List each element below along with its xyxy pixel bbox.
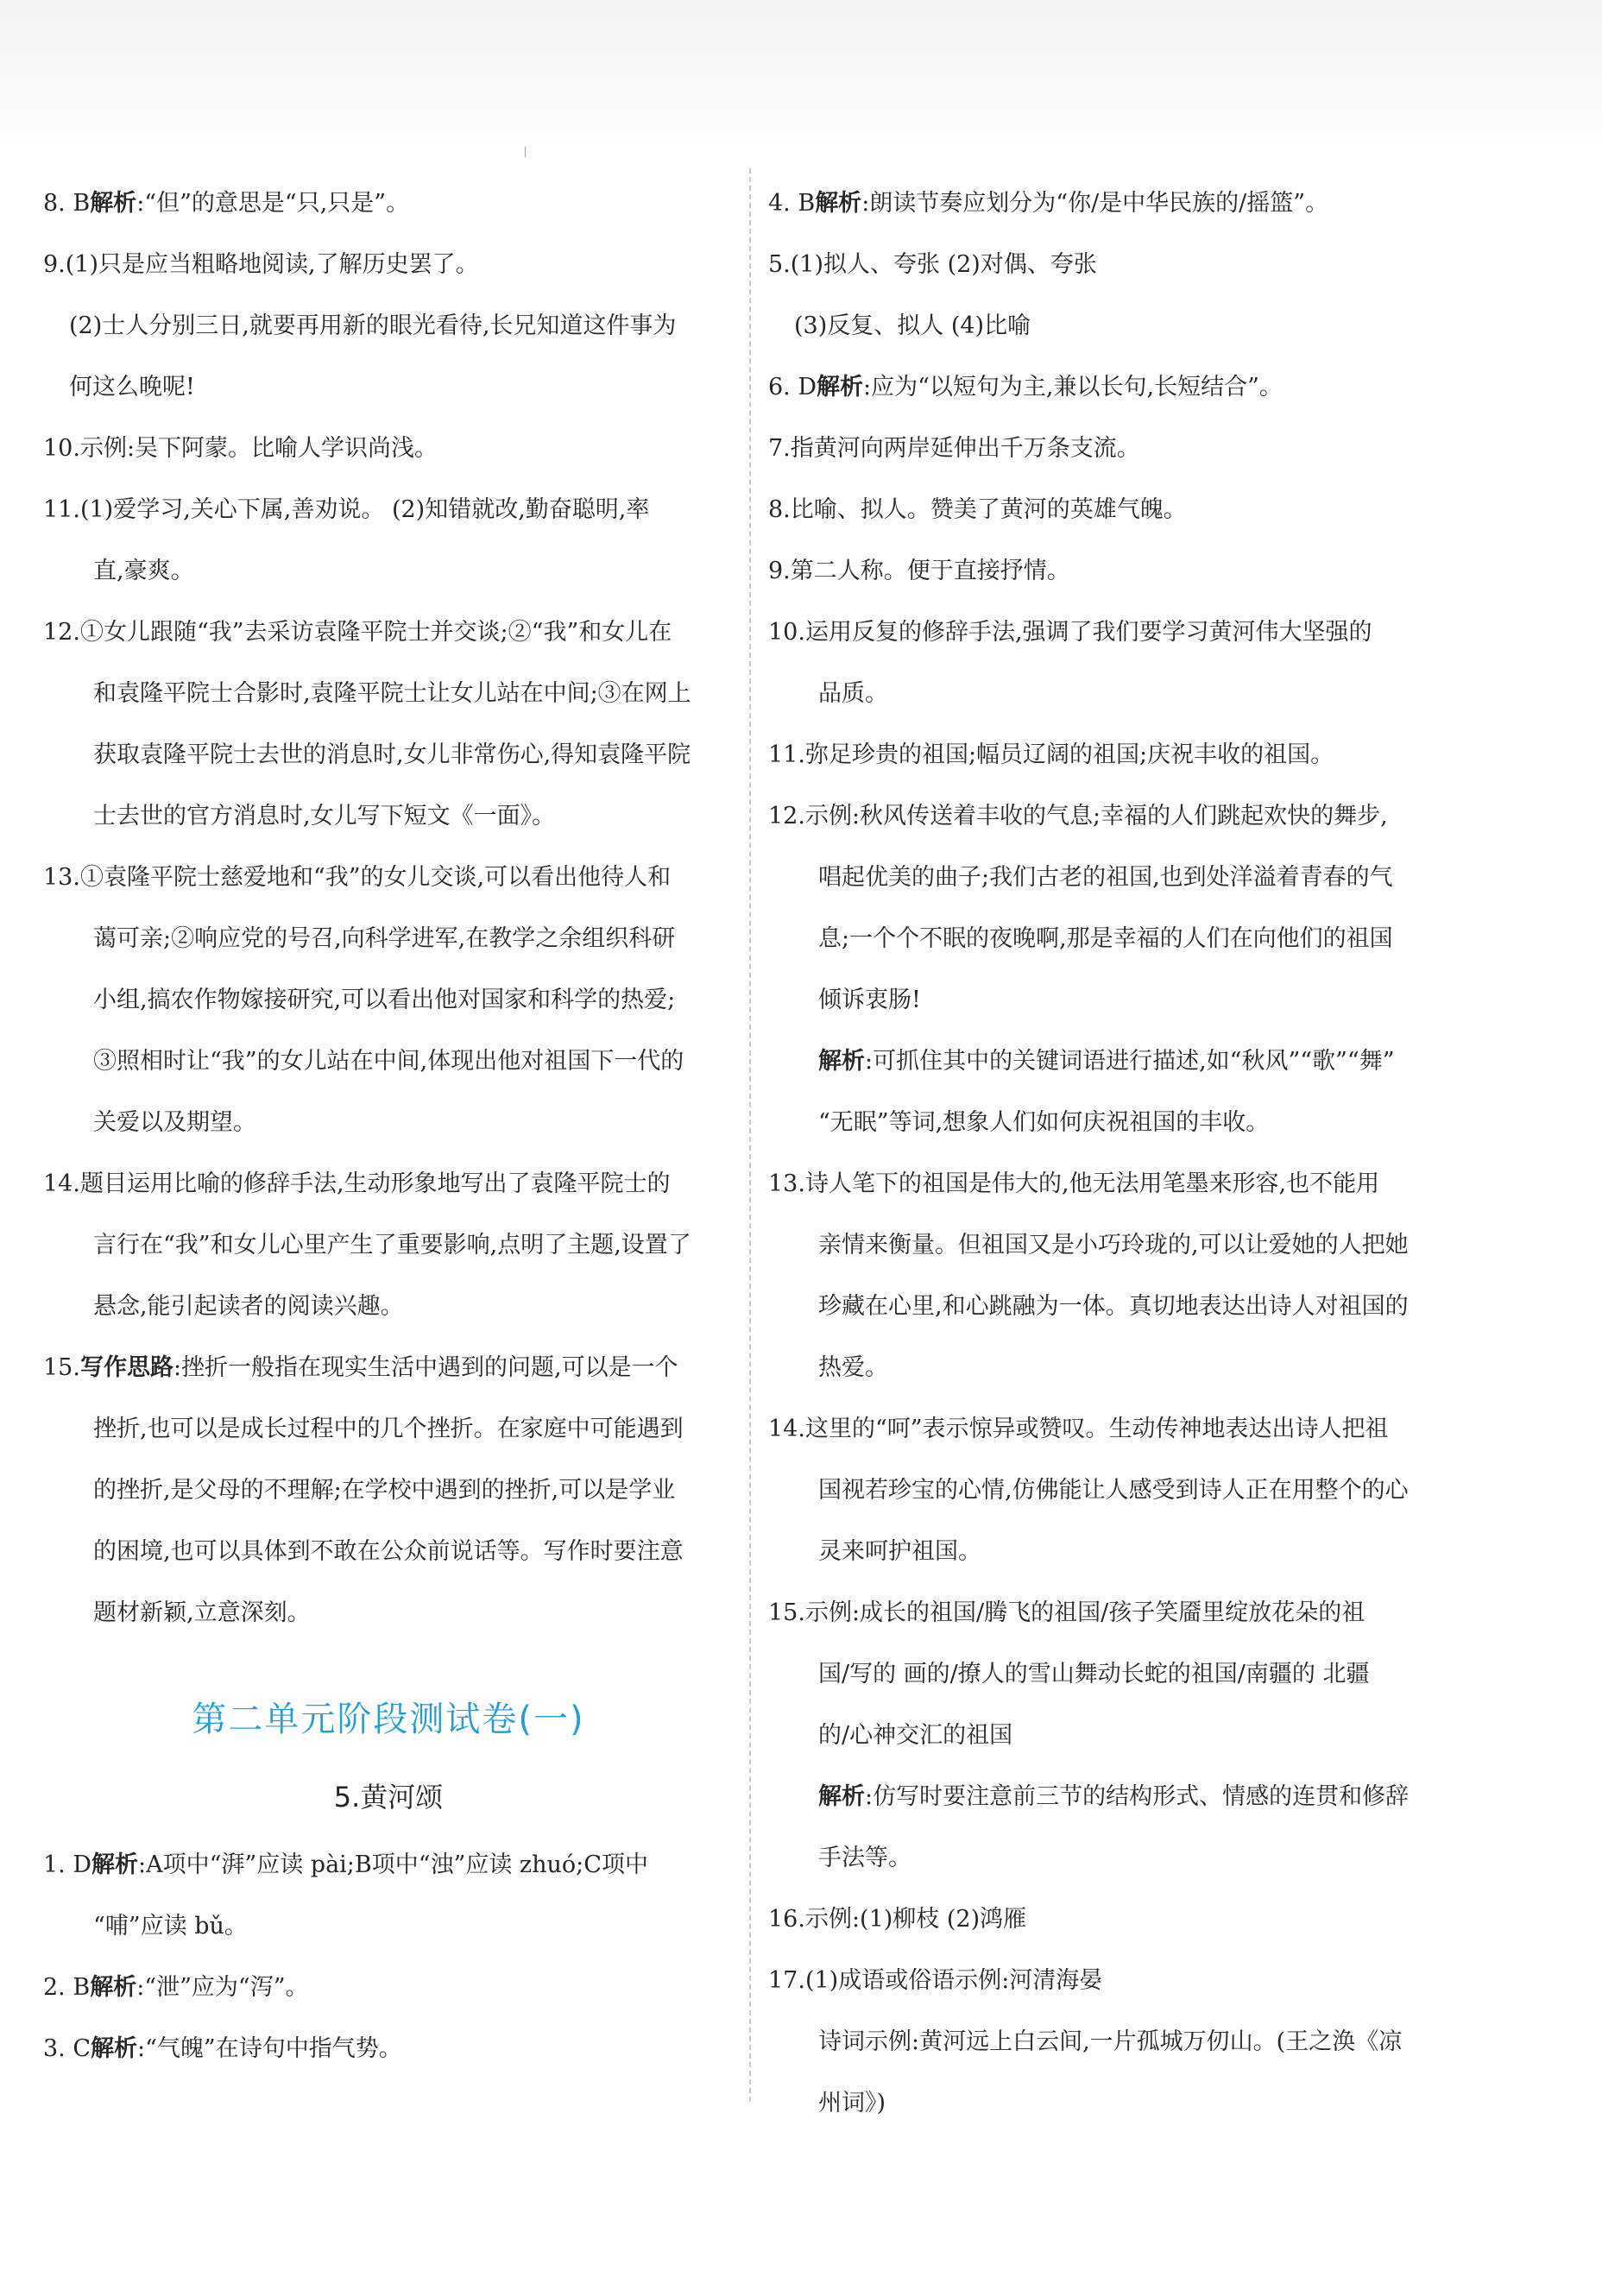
answer-text: “无眠”等词,想象人们如何庆祝祖国的丰收。 xyxy=(818,1109,1270,1136)
keyword-label: 解析 xyxy=(91,1851,138,1878)
answer-line xyxy=(768,785,1459,847)
question-number: 13. xyxy=(768,1170,805,1197)
answer-line xyxy=(43,1153,734,1214)
question-number: 13. xyxy=(43,864,80,891)
answer-text: “哺”应读 bǔ。 xyxy=(93,1913,248,1940)
question-number: 12. xyxy=(768,803,805,829)
answer-text: (3)反复、拟人 (4)比喻 xyxy=(794,312,1031,339)
question-number: 4. B xyxy=(768,190,816,217)
answer-line xyxy=(768,1950,1459,2011)
question-number: 11. xyxy=(43,496,80,523)
keyword-label: 解析 xyxy=(91,2035,138,2062)
answer-line xyxy=(43,1337,734,1398)
answer-text: (2)士人分别三日,就要再用新的眼光看待,长兄知道这件事为 xyxy=(69,312,677,339)
answer-text: 小组,搞农作物嫁接研究,可以看出他对国家和科学的热爱; xyxy=(93,987,676,1013)
answer-line xyxy=(43,1031,734,1092)
lesson-title: 5.黄河颂 xyxy=(333,1781,444,1813)
answer-line xyxy=(768,1031,1459,1092)
answer-line xyxy=(43,1521,734,1582)
answer-text: 灵来呵护祖国。 xyxy=(818,1538,981,1565)
answer-text: :“气魄”在诗句中指气势。 xyxy=(137,2035,402,2062)
answer-line xyxy=(768,969,1459,1031)
question-number: 2. B xyxy=(43,1974,91,2001)
answer-line xyxy=(43,724,734,785)
answer-text: 诗人笔下的祖国是伟大的,他无法用笔墨来形容,也不能用 xyxy=(804,1170,1380,1197)
answer-text: 诗词示例:黄河远上白云间,一片孤城万仞山。(王之涣《凉 xyxy=(818,2028,1403,2055)
answer-line xyxy=(768,1214,1459,1276)
answer-line xyxy=(768,847,1459,908)
question-number: 8. xyxy=(768,496,791,523)
answer-line xyxy=(768,663,1459,724)
answer-line xyxy=(43,1834,734,1895)
answer-text: 倾诉衷肠! xyxy=(818,987,921,1013)
answer-line xyxy=(43,969,734,1031)
answer-line xyxy=(43,1214,734,1276)
keyword-label: 写作思路 xyxy=(79,1354,173,1381)
answer-line xyxy=(768,1889,1459,1950)
answer-line xyxy=(43,1092,734,1153)
answer-text: 蔼可亲;②响应党的号召,向科学进军,在教学之余组织科研 xyxy=(93,925,676,952)
answer-line xyxy=(43,785,734,847)
answer-line xyxy=(768,1766,1459,1827)
answer-line xyxy=(768,2011,1459,2072)
answer-line xyxy=(43,908,734,969)
answer-text: 悬念,能引起读者的阅读兴趣。 xyxy=(93,1293,404,1320)
answer-text: 州词》) xyxy=(818,2090,886,2116)
answer-line xyxy=(768,602,1459,663)
answer-line xyxy=(768,908,1459,969)
question-number: 16. xyxy=(768,1906,805,1933)
scan-mark xyxy=(525,147,526,157)
answer-text: 国/写的 画的/撩人的雪山舞动长蛇的祖国/南疆的 北疆 xyxy=(818,1661,1370,1687)
keyword-label: 解析 xyxy=(815,190,862,217)
answer-text: 直,豪爽。 xyxy=(93,558,194,584)
answer-text: :仿写时要注意前三节的结构形式、情感的连贯和修辞 xyxy=(865,1783,1410,1810)
answer-line xyxy=(43,847,734,908)
answer-text: (1)爱学习,关心下属,善劝说。 (2)知错就改,勤奋聪明,率 xyxy=(79,496,650,523)
keyword-label: 解析 xyxy=(818,1048,865,1075)
right-column xyxy=(768,173,1459,2134)
answer-line xyxy=(768,234,1459,295)
answer-text: :可抓住其中的关键词语进行描述,如“秋风”“歌”“舞” xyxy=(865,1048,1395,1075)
answer-line xyxy=(43,479,734,540)
column-divider xyxy=(749,168,751,2102)
answer-line xyxy=(43,1398,734,1460)
answer-text: 题材新颖,立意深刻。 xyxy=(93,1599,311,1626)
section-title: 第二单元阶段测试卷(一) xyxy=(192,1700,585,1739)
answer-line xyxy=(768,1582,1459,1643)
answer-text: 挫折,也可以是成长过程中的几个挫折。在家庭中可能遇到 xyxy=(93,1416,684,1442)
question-number: 8. B xyxy=(43,190,91,217)
answer-text: 这里的“呵”表示惊异或赞叹。生动传神地表达出诗人把祖 xyxy=(804,1416,1389,1442)
answer-text: 珍藏在心里,和心跳融为一体。真切地表达出诗人对祖国的 xyxy=(818,1293,1409,1320)
answer-line xyxy=(43,173,734,234)
answer-line xyxy=(768,1643,1459,1705)
answer-line xyxy=(43,1276,734,1337)
question-number: 9. xyxy=(768,558,791,584)
answer-text: 运用反复的修辞手法,强调了我们要学习黄河伟大坚强的 xyxy=(804,619,1372,646)
answer-text: 题目运用比喻的修辞手法,生动形象地写出了袁隆平院士的 xyxy=(79,1170,671,1197)
answer-line xyxy=(43,418,734,479)
answer-text: 的挫折,是父母的不理解;在学校中遇到的挫折,可以是学业 xyxy=(93,1477,676,1504)
question-number: 14. xyxy=(43,1170,80,1197)
question-number: 15. xyxy=(768,1599,805,1626)
answer-line xyxy=(768,1153,1459,1214)
answer-line xyxy=(43,1460,734,1521)
answer-line xyxy=(43,602,734,663)
answer-text: 弥足珍贵的祖国;幅员辽阔的祖国;庆祝丰收的祖国。 xyxy=(804,741,1334,768)
question-number: 3. C xyxy=(43,2035,91,2062)
answer-text: :“泄”应为“泻”。 xyxy=(136,1974,309,2001)
answer-text: 国视若珍宝的心情,仿佛能让人感受到诗人正在用整个的心 xyxy=(818,1477,1409,1504)
left-column xyxy=(43,173,734,2079)
answer-line xyxy=(768,1337,1459,1398)
answer-line xyxy=(43,295,734,356)
answer-text: :应为“以短句为主,兼以长句,长短结合”。 xyxy=(863,374,1283,401)
keyword-label: 解析 xyxy=(818,1783,865,1810)
question-number: 9. xyxy=(43,251,66,278)
answer-text: 亲情来衡量。但祖国又是小巧玲珑的,可以让爱她的人把她 xyxy=(818,1232,1409,1258)
answer-text: 示例:成长的祖国/腾飞的祖国/孩子笑靥里绽放花朵的祖 xyxy=(804,1599,1365,1626)
answer-text: (1)拟人、夸张 (2)对偶、夸张 xyxy=(790,251,1097,278)
answer-text: :A项中“湃”应读 pài;B项中“浊”应读 zhuó;C项中 xyxy=(138,1851,648,1878)
answer-line xyxy=(768,173,1459,234)
answer-line xyxy=(43,2018,734,2079)
answer-text: 指黄河向两岸延伸出千万条支流。 xyxy=(790,435,1140,462)
answer-text: :朗读节奏应划分为“你/是中华民族的/摇篮”。 xyxy=(861,190,1329,217)
answer-text: 品质。 xyxy=(818,680,888,707)
answer-line xyxy=(43,356,734,418)
question-number: 17. xyxy=(768,1967,805,1994)
answer-line xyxy=(768,724,1459,785)
answer-line xyxy=(768,1276,1459,1337)
answer-text: 热爱。 xyxy=(818,1354,888,1381)
answer-text: 言行在“我”和女儿心里产生了重要影响,点明了主题,设置了 xyxy=(93,1232,691,1258)
answer-line xyxy=(768,1705,1459,1766)
keyword-label: 解析 xyxy=(817,374,863,401)
answer-text: 示例:(1)柳枝 (2)鸿雁 xyxy=(804,1906,1027,1933)
answer-line xyxy=(768,1521,1459,1582)
answer-line xyxy=(43,663,734,724)
question-number: 7. xyxy=(768,435,791,462)
answer-text: 手法等。 xyxy=(818,1845,911,1871)
answer-line xyxy=(43,1895,734,1957)
answer-text: 示例:吴下阿蒙。比喻人学识尚浅。 xyxy=(79,435,438,462)
answer-text: 比喻、拟人。赞美了黄河的英雄气魄。 xyxy=(790,496,1187,523)
answer-text: 示例:秋风传送着丰收的气息;幸福的人们跳起欢快的舞步, xyxy=(804,803,1388,829)
answer-text: 士去世的官方消息时,女儿写下短文《一面》。 xyxy=(93,803,556,829)
answer-line xyxy=(768,1398,1459,1460)
answer-line xyxy=(768,1092,1459,1153)
question-number: 15. xyxy=(43,1354,80,1381)
question-number: 10. xyxy=(43,435,80,462)
answer-text: :“但”的意思是“只,只是”。 xyxy=(136,190,410,217)
answer-line xyxy=(768,418,1459,479)
question-number: 10. xyxy=(768,619,805,646)
answer-line xyxy=(768,2072,1459,2134)
answer-line xyxy=(43,234,734,295)
question-number: 12. xyxy=(43,619,80,646)
answer-line xyxy=(768,295,1459,356)
answer-text: 关爱以及期望。 xyxy=(93,1109,256,1136)
answer-line xyxy=(768,356,1459,418)
answer-text: (1)只是应当粗略地阅读,了解历史罢了。 xyxy=(65,251,479,278)
answer-line xyxy=(768,479,1459,540)
question-number: 14. xyxy=(768,1416,805,1442)
answer-text: 和袁隆平院士合影时,袁隆平院士让女儿站在中间;③在网上 xyxy=(93,680,691,707)
answer-line xyxy=(768,1827,1459,1889)
answer-line xyxy=(43,540,734,602)
answer-line xyxy=(43,1582,734,1643)
answer-text: ③照相时让“我”的女儿站在中间,体现出他对祖国下一代的 xyxy=(93,1048,684,1075)
keyword-label: 解析 xyxy=(90,1974,137,2001)
answer-text: (1)成语或俗语示例:河清海晏 xyxy=(804,1967,1103,1994)
keyword-label: 解析 xyxy=(90,190,137,217)
question-number: 5. xyxy=(768,251,791,278)
question-number: 6. D xyxy=(768,374,817,401)
answer-text: 息;一个个不眠的夜晚啊,那是幸福的人们在向他们的祖国 xyxy=(818,925,1393,952)
answer-text: ①女儿跟随“我”去采访袁隆平院士并交谈;②“我”和女儿在 xyxy=(79,619,672,646)
answer-text: 获取袁隆平院士去世的消息时,女儿非常伤心,得知袁隆平院 xyxy=(93,741,691,768)
answer-line xyxy=(768,1460,1459,1521)
answer-text: 的困境,也可以具体到不敢在公众前说话等。写作时要注意 xyxy=(93,1538,684,1565)
answer-text: 第二人称。便于直接抒情。 xyxy=(790,558,1070,584)
answer-text: 何这么晚呢! xyxy=(69,374,195,401)
answer-text: ①袁隆平院士慈爱地和“我”的女儿交谈,可以看出他待人和 xyxy=(79,864,672,891)
answer-text: 的/心神交汇的祖国 xyxy=(818,1722,1013,1749)
answer-text: 唱起优美的曲子;我们古老的祖国,也到处洋溢着青春的气 xyxy=(818,864,1393,891)
question-number: 1. D xyxy=(43,1851,91,1878)
question-number: 11. xyxy=(768,741,805,768)
answer-line xyxy=(768,540,1459,602)
answer-text: :挫折一般指在现实生活中遇到的问题,可以是一个 xyxy=(173,1354,678,1381)
answer-line xyxy=(43,1957,734,2018)
page-top-shade xyxy=(0,0,1602,164)
